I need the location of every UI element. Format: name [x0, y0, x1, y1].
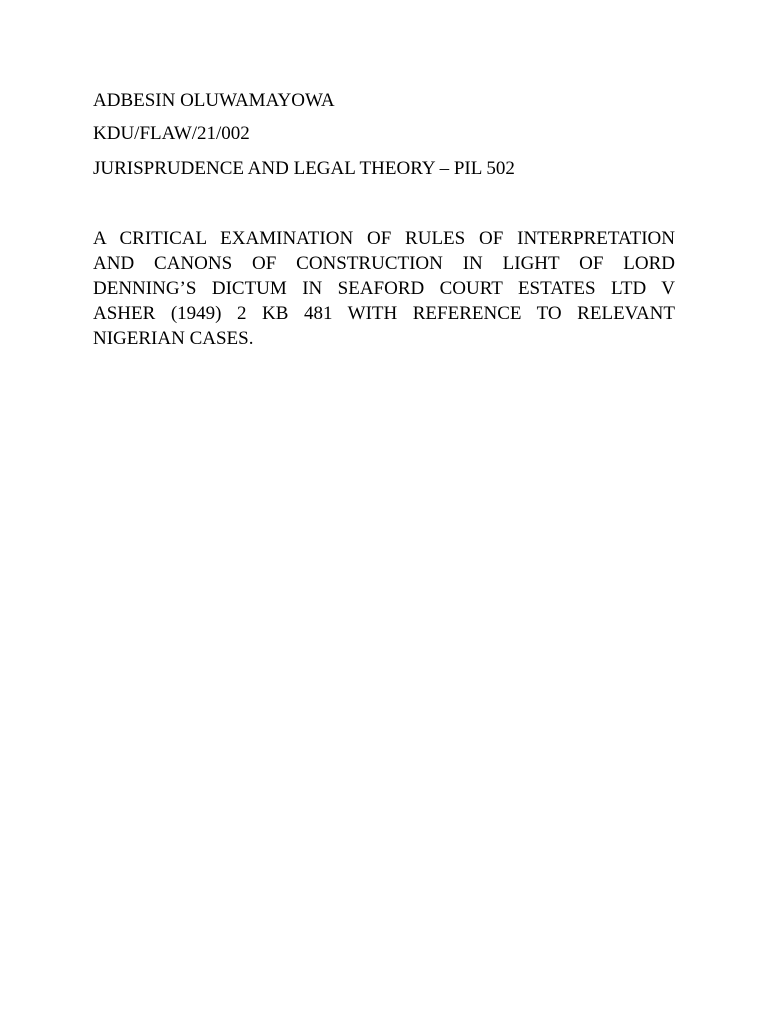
course-title: JURISPRUDENCE AND LEGAL THEORY – PIL 502	[93, 158, 515, 179]
author-name: ADBESIN OLUWAMAYOWA	[93, 90, 335, 111]
matric-number: KDU/FLAW/21/002	[93, 123, 250, 144]
essay-title	[93, 226, 675, 351]
essay-title-line: DENNING’S DICTUM IN SEAFORD COURT ESTATES LTD V	[93, 278, 675, 299]
essay-title-line: AND CANONS OF CONSTRUCTION IN LIGHT OF LORD	[93, 253, 675, 274]
essay-title-line: ASHER (1949) 2 KB 481 WITH REFERENCE TO RELEVANT	[93, 303, 675, 324]
essay-title-line: NIGERIAN CASES.	[93, 328, 254, 349]
essay-title-line: A CRITICAL EXAMINATION OF RULES OF INTERPRETATION	[93, 228, 675, 249]
